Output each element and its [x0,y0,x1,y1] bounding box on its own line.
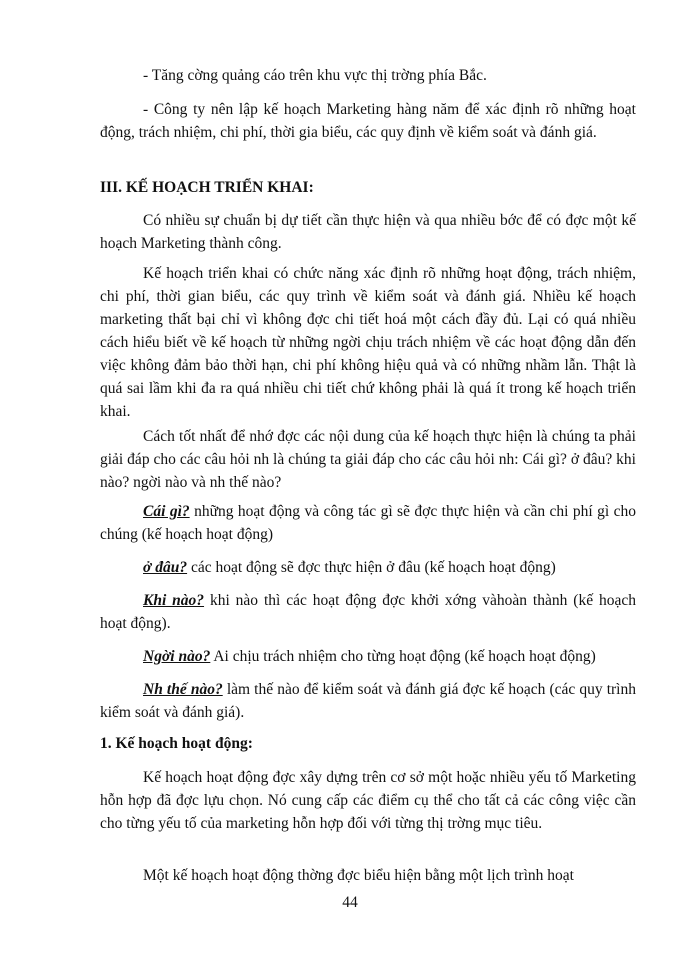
section-paragraph-3: Cách tốt nhất để nhớ đợc các nội dung của kế hoạch thực hiện là chúng ta phải giải đáp cho các câu hỏi nh là chúng ta giải đáp cho các câu hỏi nh: Cái gì? ở đâu? khi nào? ngời nào và nh thế nào? [100,428,636,491]
question-what [100,500,636,546]
subsection-paragraph-1: Kế hoạch hoạt động đợc xây dựng trên cơ sở một hoặc nhiều yếu tố Marketing hỗn hợp đã đợc lựu chọn. Nó cung cấp các điểm cụ thể cho tất cả các công việc cần cho từng yếu tố của marketing hỗn hợp đối với từng thị trờng mục tiêu. [100,769,636,832]
bullet-item-1: - Tăng cờng quảng cáo trên khu vực thị trờng phía Bắc. [143,67,487,84]
question-how [100,678,636,724]
question-text-what: những hoạt động và công tác gì sẽ đợc thực hiện và cần chi phí gì cho chúng (kế hoạch hoạt động) [100,503,637,543]
section-paragraph-2: Kế hoạch triển khai có chức năng xác định rõ những hoạt động, trách nhiệm, chi phí, thời gian biểu, các quy trình về kiểm soát và đánh giá. Nhiều kế hoạch marketing thất bại chỉ vì không đợc chi tiết hoá một cách đầy đủ. Lại có quá nhiều cách hiểu biết về kế hoạch từ những ngời chịu trách nhiệm về các hoạt động dẫn đến việc không đảm bảo thời hạn, chi phí không hiệu quả và có những nhầm lẫn. Thật là quá sai lầm khi đa ra quá nhiều chi tiết chứ không phải là quá ít trong kế hoạch triển khai. [100,265,636,420]
section-paragraph-1: Có nhiều sự chuẩn bị dự tiết cần thực hiện và qua nhiều bớc để có đợc một kế hoạch Marketing thành công. [100,212,636,252]
bullet-item-2: - Công ty nên lập kế hoạch Marketing hàng năm để xác định rõ những hoạt động, trách nhiệm, chi phí, thời gia biểu, các quy định về kiểm soát và đánh giá. [100,101,636,141]
question-label-when: Khi nào? [143,592,205,609]
question-label-how: Nh thế nào? [143,681,223,698]
question-text-how: làm thế nào để kiểm soát và đánh giá đợc kế hoạch (các quy trình kiểm soát và đánh giá). [100,681,636,721]
question-label-who: Ngời nào? [143,648,211,665]
section-heading: III. KẾ HOẠCH TRIỂN KHAI: [100,179,314,196]
question-label-where: ở đâu? [143,559,188,576]
page-number: 44 [342,894,358,911]
question-where [100,556,636,579]
question-label-what: Cái gì? [143,503,190,520]
question-text-who: Ai chịu trách nhiệm cho từng hoạt động (kế hoạch hoạt động) [210,648,596,665]
question-text-where: các hoạt động sẽ đợc thực hiện ở đâu (kế hoạch hoạt động) [187,559,556,576]
question-who [100,645,636,668]
subsection-heading: 1. Kế hoạch hoạt động: [100,735,253,752]
subsection-paragraph-2: Một kế hoạch hoạt động thờng đợc biểu hiện bằng một lịch trình hoạt [143,867,574,884]
question-when [100,589,636,635]
question-text-when: khi nào thì các hoạt động đợc khởi xớng vàhoàn thành (kế hoạch hoạt động). [100,592,636,632]
